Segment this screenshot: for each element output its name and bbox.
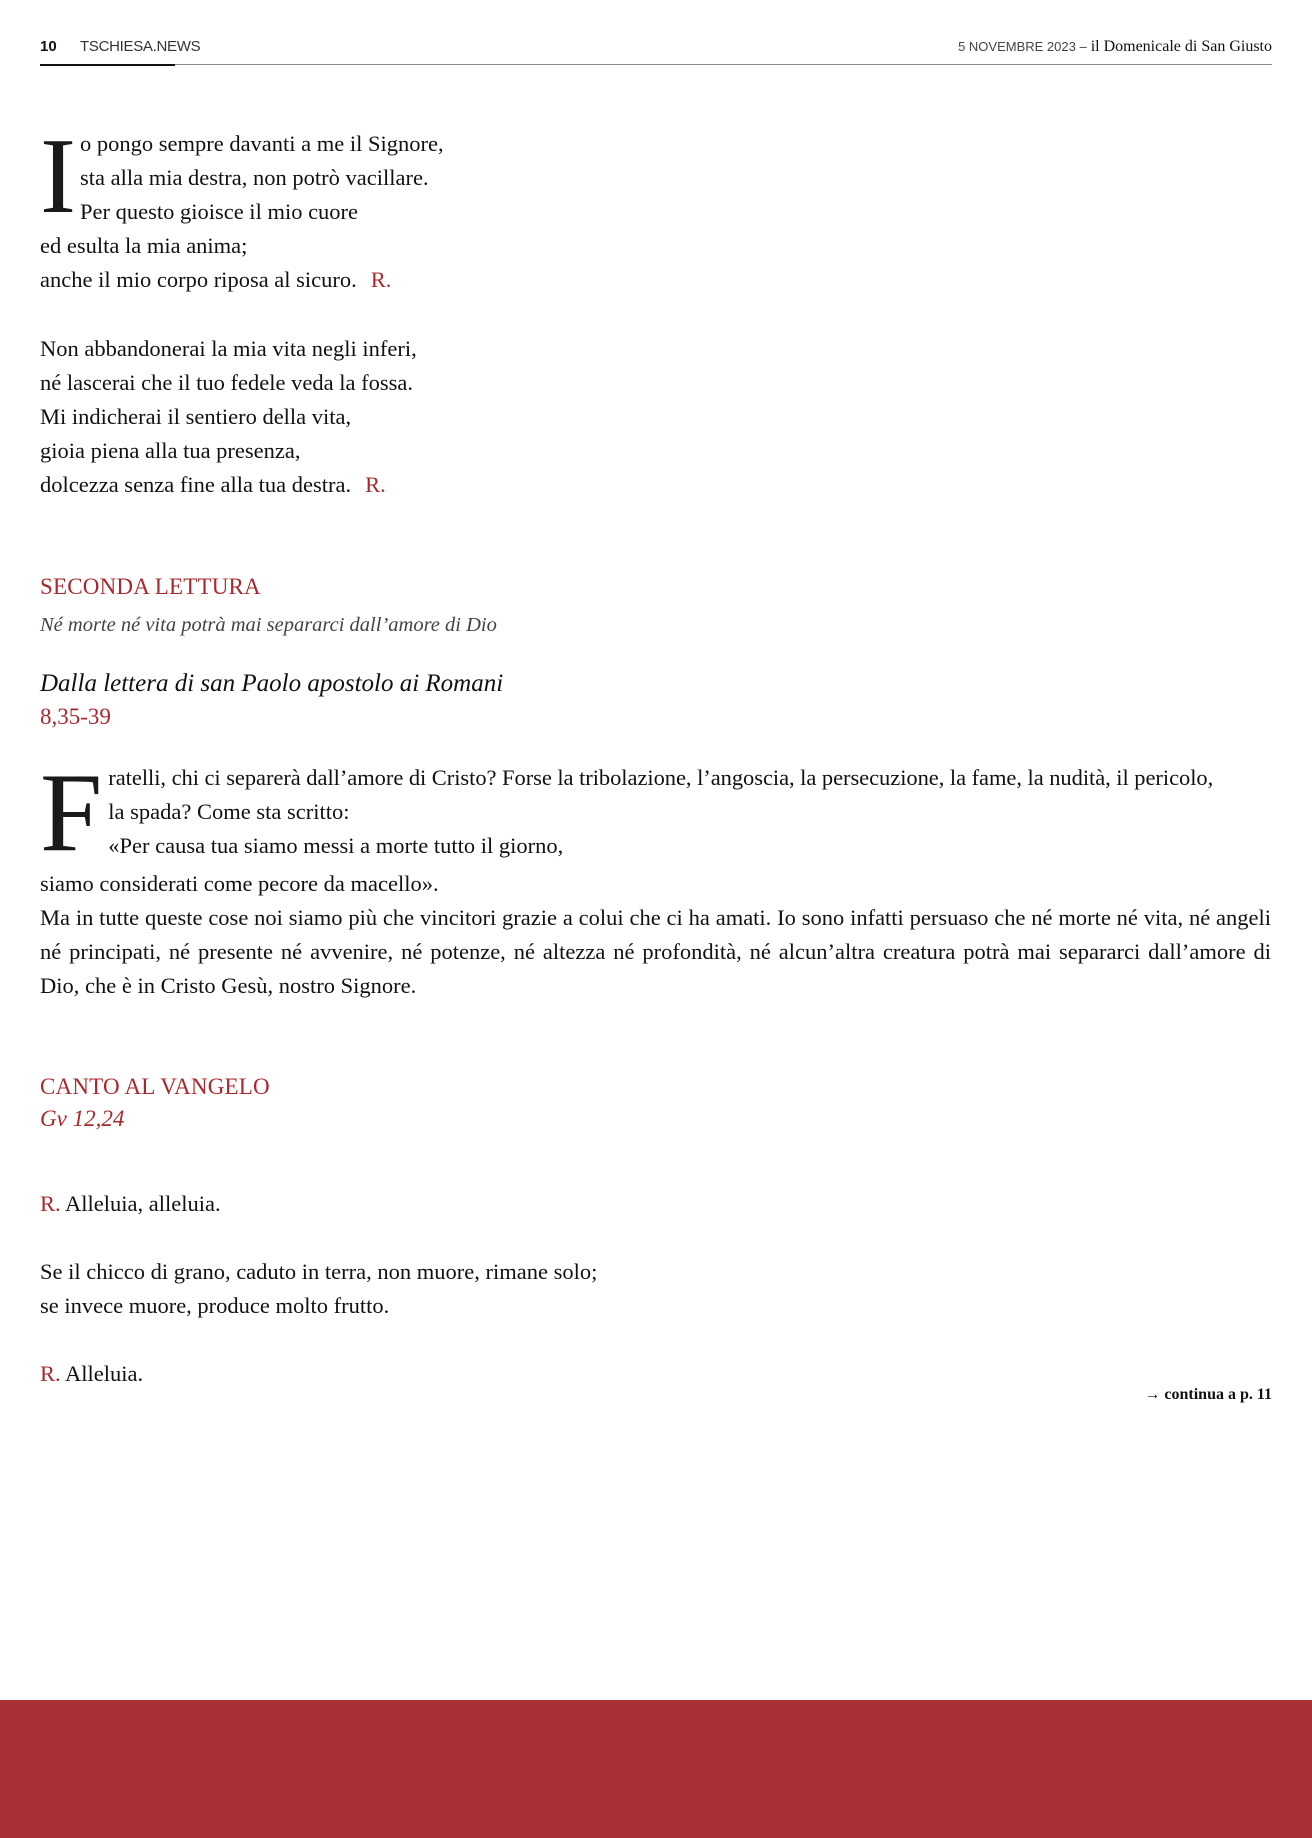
psalm-line-with-response <box>40 468 1271 502</box>
psalm-line: o pongo sempre davanti a me il Signore, <box>79 131 444 156</box>
response-line <box>40 1357 1271 1391</box>
spacer <box>40 1221 1271 1255</box>
reading-reference: 8,35-39 <box>40 704 111 729</box>
psalm-line: Non abbandonerai la mia vita negli inferi, <box>40 336 417 361</box>
publication-name: il Domenicale di San Giusto <box>1090 38 1272 55</box>
dropcap-letter: I <box>40 117 76 236</box>
psalm-stanza-2 <box>40 332 1271 502</box>
response-mark: R. <box>370 267 392 292</box>
psalm-line: né lascerai che il tuo fedele veda la fossa. <box>40 370 413 395</box>
response-mark: R. <box>40 1361 61 1386</box>
reading-line: «Per causa tua siamo messi a morte tutto il giorno, <box>108 833 564 858</box>
header-accent-line <box>40 64 175 66</box>
issue-date: 5 NOVEMBRE 2023 – <box>958 39 1087 54</box>
psalm-line: ed esulta la mia anima; <box>40 233 248 258</box>
acclamation-reference: Gv 12,24 <box>40 1106 125 1131</box>
psalm-line: dolcezza senza fine alla tua destra. <box>40 472 352 497</box>
psalm-line-with-response <box>40 263 1271 297</box>
reading-text <box>40 751 1271 1003</box>
header-right <box>958 38 1272 56</box>
response-text: Alleluia, alleluia. <box>65 1191 221 1216</box>
dropcap-letter: F <box>40 751 103 875</box>
page-header <box>40 36 1272 65</box>
reading-line: siamo considerati come pecore da macello». <box>40 871 439 896</box>
psalm-line: gioia piena alla tua presenza, <box>40 438 301 463</box>
response-text: Alleluia. <box>65 1361 144 1386</box>
response-mark: R. <box>40 1191 61 1216</box>
response-mark: R. <box>365 472 386 497</box>
verse-line: Se il chicco di grano, caduto in terra, non muore, rimane solo; <box>40 1259 598 1284</box>
response-line <box>40 1187 1271 1221</box>
section-title-second-reading: SECONDA LETTURA <box>40 574 261 599</box>
psalm-line: anche il mio corpo riposa al sicuro. <box>40 267 357 292</box>
psalm-line: Mi indicherai il sentiero della vita, <box>40 404 352 429</box>
psalm-line: sta alla mia destra, non potrò vacillare. <box>79 165 429 190</box>
reading-subtitle: Né morte né vita potrà mai separarci dall’amore di Dio <box>40 614 497 636</box>
psalm-stanza-1 <box>40 117 1271 297</box>
footer-band <box>0 1700 1312 1838</box>
page-number: 10 <box>40 38 57 55</box>
reading-paragraph: Ma in tutte queste cose noi siamo più che vincitori grazie a colui che ci ha amati. Io sono infatti persuaso che né morte né vita, né angeli né principati, né presente né avvenire, né potenze, né altezza né profondità, né alcun’altra creatura potrà mai separarci dall’amore di Dio, che è in Cristo Gesù, nostro Signore. <box>40 905 1271 998</box>
section-title-gospel-acclamation: CANTO AL VANGELO <box>40 1074 270 1099</box>
acclamation-text <box>40 1187 1271 1391</box>
reading-source: Dalla lettera di san Paolo apostolo ai Romani <box>40 670 504 697</box>
verse-line: se invece muore, produce molto frutto. <box>40 1293 390 1318</box>
site-name[interactable]: TSCHIESA.NEWS <box>80 38 201 55</box>
continue-link[interactable]: → continua a p. 11 <box>1144 1386 1272 1403</box>
reading-line: la spada? Come sta scritto: <box>108 799 350 824</box>
psalm-line: Per questo gioisce il mio cuore <box>79 199 359 224</box>
spacer <box>40 1323 1271 1357</box>
reading-line: ratelli, chi ci separerà dall’amore di Cristo? Forse la tribolazione, l’angoscia, la persecuzione, la fame, la nudità, il pericolo, <box>108 765 1214 790</box>
